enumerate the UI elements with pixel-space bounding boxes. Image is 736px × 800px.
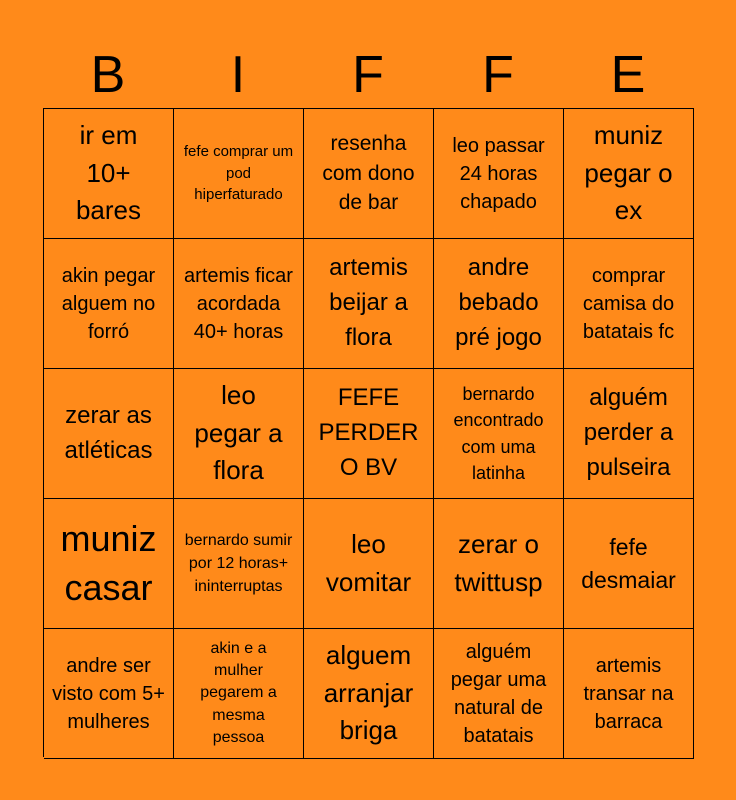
- header-letter-e: E: [610, 46, 646, 104]
- bingo-cell[interactable]: [44, 109, 174, 239]
- bingo-cell[interactable]: [174, 239, 304, 369]
- cell-text: akin pegar alguem no forró: [61, 264, 156, 343]
- cell-text: muniz pegar o ex: [584, 119, 673, 226]
- bingo-cell[interactable]: [434, 499, 564, 629]
- cell-text: muniz casar: [60, 517, 157, 608]
- bingo-cell[interactable]: [174, 499, 304, 629]
- bingo-cell[interactable]: [564, 629, 694, 759]
- cell-text: ir em 10+ bares: [75, 119, 142, 226]
- bingo-cell[interactable]: [434, 369, 564, 499]
- bingo-cell[interactable]: [174, 369, 304, 499]
- bingo-cell[interactable]: [304, 239, 434, 369]
- cell-text: leo passar 24 horas chapado: [452, 134, 545, 213]
- bingo-cell[interactable]: [44, 369, 174, 499]
- cell-text: leo pegar a flora: [194, 379, 283, 486]
- bingo-board: [43, 108, 694, 757]
- cell-text: zerar as atléticas: [64, 401, 153, 464]
- header-letter-i: I: [230, 46, 246, 104]
- bingo-cell[interactable]: [44, 239, 174, 369]
- bingo-cell[interactable]: [304, 369, 434, 499]
- cell-text: artemis beijar a flora: [329, 254, 408, 351]
- bingo-cell[interactable]: [564, 239, 694, 369]
- cell-text: fefe desmaiar: [581, 534, 676, 593]
- bingo-cell[interactable]: [434, 109, 564, 239]
- bingo-cell[interactable]: [304, 109, 434, 239]
- cell-text: artemis ficar acordada 40+ horas: [184, 264, 293, 343]
- cell-text: alguém perder a pulseira: [583, 384, 674, 481]
- bingo-header: [43, 40, 693, 110]
- cell-text: comprar camisa do batatais fc: [582, 264, 675, 343]
- bingo-cell[interactable]: [564, 369, 694, 499]
- bingo-cell[interactable]: [304, 629, 434, 759]
- cell-text: bernardo sumir por 12 horas+ ininterruptas: [184, 531, 293, 596]
- bingo-cell[interactable]: [44, 499, 174, 629]
- header-letter-f-2: F: [482, 46, 514, 104]
- bingo-cell[interactable]: [434, 629, 564, 759]
- header-letter-f: F: [352, 46, 384, 104]
- cell-text: FEFE PERDER O BV: [318, 384, 419, 481]
- cell-text: akin e a mulher pegarem a mesma pessoa: [200, 639, 277, 747]
- bingo-cell[interactable]: [564, 109, 694, 239]
- bingo-cell[interactable]: [434, 239, 564, 369]
- header-letter-b: B: [90, 46, 126, 104]
- bingo-cell[interactable]: [564, 499, 694, 629]
- cell-text: bernardo encontrado com uma latinha: [453, 384, 544, 483]
- cell-text: artemis transar na barraca: [583, 654, 674, 733]
- cell-text: andre bebado pré jogo: [455, 254, 542, 351]
- cell-text: alguem arranjar briga: [323, 639, 414, 746]
- cell-text: resenha com dono de bar: [322, 132, 415, 215]
- cell-text: fefe comprar um pod hiperfaturado: [183, 142, 294, 204]
- cell-text: zerar o twittusp: [454, 528, 543, 597]
- bingo-cell[interactable]: [304, 499, 434, 629]
- bingo-cell[interactable]: [174, 629, 304, 759]
- cell-text: andre ser visto com 5+ mulheres: [52, 654, 165, 733]
- bingo-cell[interactable]: [44, 629, 174, 759]
- bingo-cell[interactable]: [174, 109, 304, 239]
- cell-text: leo vomitar: [325, 528, 412, 597]
- cell-text: alguém pegar uma natural de batatais: [450, 640, 547, 747]
